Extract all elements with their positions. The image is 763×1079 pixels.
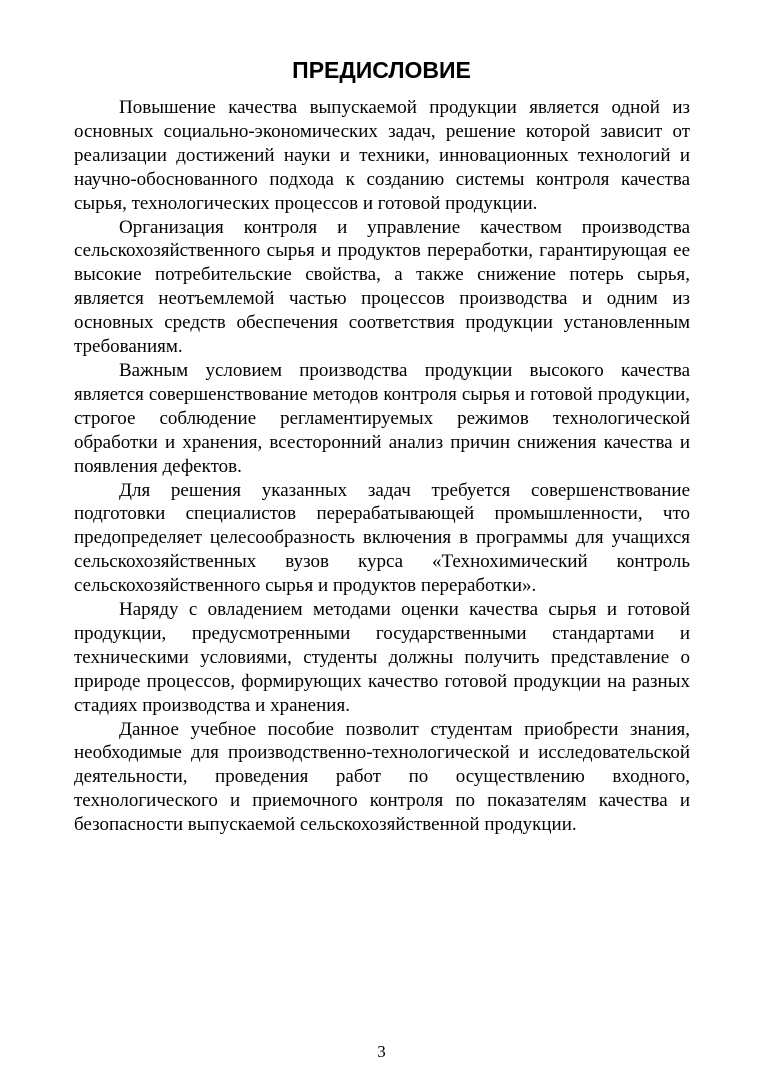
paragraph: Организация контроля и управление качеством производства сельскохозяйственного сырья и продуктов переработки, гарантирующая ее высокие потребительские свойства, а также снижение потерь сырья, является неотъемлемой частью процессов производства и одним из основных средств обеспечения соответствия продукции установленным требованиям. (74, 216, 690, 358)
paragraph: Для решения указанных задач требуется совершенствование подготовки специалистов перерабатывающей промышленности, что предопределяет целесообразность включения в программы для учащихся сельскохозяйственных вузов курса «Технохимический контроль сельскохозяйственного сырья и продуктов переработки». (74, 479, 690, 597)
page-number: 3 (377, 1042, 386, 1061)
paragraph: Наряду с овладением методами оценки качества сырья и готовой продукции, предусмотренными государственными стандартами и техническими условиями, студенты должны получить представление о природе процессов, формирующих качество готовой продукции на разных стадиях производства и хранения. (74, 599, 690, 716)
preface-body (74, 96, 690, 837)
paragraph: Данное учебное пособие позволит студентам приобрести знания, необходимые для производственно-технологической и исследовательской деятельности, проведения работ по осуществлению входного, технологического и приемочного контроля по показателям качества и безопасности выпускаемой сельскохозяйственной продукции. (74, 718, 690, 836)
paragraph: Повышение качества выпускаемой продукции является одной из основных социально-экономических задач, решение которой зависит от реализации достижений науки и техники, инновационных технологий и научно-обоснованного подхода к созданию системы контроля качества сырья, технологических процессов и готовой продукции. (74, 97, 690, 214)
page-title: ПРЕДИСЛОВИЕ (292, 57, 471, 83)
paragraph: Важным условием производства продукции высокого качества является совершенствование методов контроля сырья и готовой продукции, строгое соблюдение регламентируемых режимов технологической обработки и хранения, всесторонний анализ причин снижения качества и появления дефектов. (74, 359, 690, 477)
